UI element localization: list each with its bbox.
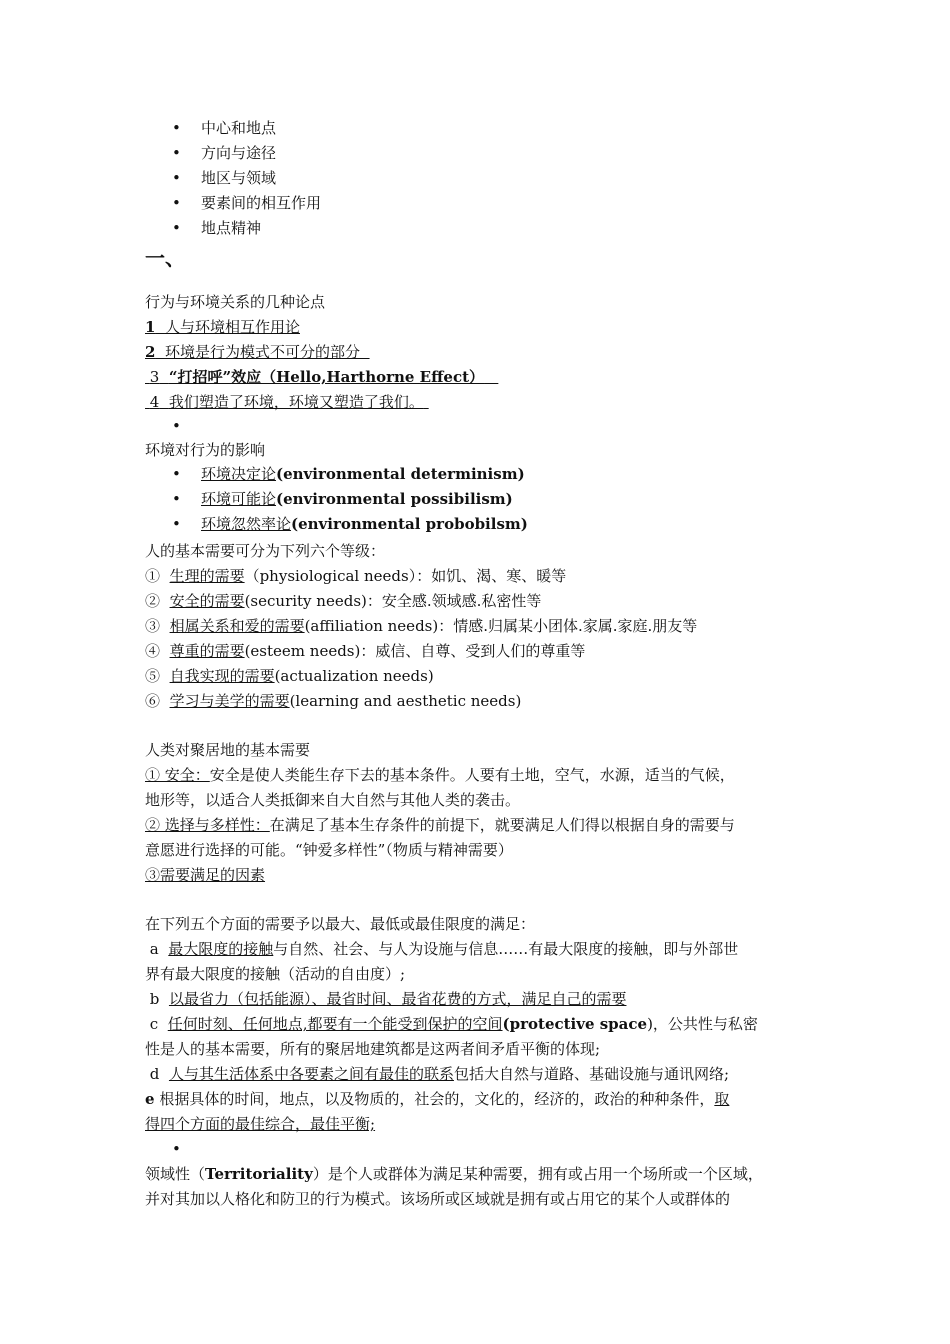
theory-item: 1 人与环境相互作用论 <box>145 318 300 336</box>
need-item: ① 生理的需要（physiological needs）：如饥、渴、寒、暖等 <box>145 567 567 585</box>
theory-item: 4 我们塑造了环境，环境又塑造了我们。 <box>149 393 424 411</box>
bullet: • <box>172 490 181 508</box>
bullet: • <box>172 219 181 237</box>
settlement-para-1: ① 安全：安全是使人类能生存下去的基本条件。人要有土地，空气，水源，适当的气候， <box>145 766 735 784</box>
five-item-a-cont: 界有最大限度的接触（活动的自由度）; <box>145 965 406 983</box>
settlement-para-2: ② 选择与多样性：在满足了基本生存条件的前提下，就要满足人们得以根据自身的需要与 <box>145 816 735 834</box>
need-item: ③ 相属关系和爱的需要(affiliation needs)：情感.归属某小团体.家属.家庭.朋友等 <box>145 617 698 635</box>
bullet: • <box>172 194 181 212</box>
settlement-para-1-cont: 地形等，以适合人类抵御来自大自然与其他人类的袭击。 <box>145 791 521 809</box>
bullet: • <box>172 1140 181 1158</box>
theory-item: 3 “打招呼”效应（Hello,Harthorne Effect） <box>149 368 485 386</box>
list-item: 地区与领域 <box>201 169 277 187</box>
five-item-b: b 以最省力（包括能源）、最省时间、最省花费的方式，满足自己的需要 <box>149 990 627 1008</box>
list-item: 要素间的相互作用 <box>201 194 322 212</box>
need-item: ② 安全的需要(security needs)：安全感.领域感.私密性等 <box>145 592 542 610</box>
influence-item: 环境可能论(environmental possibilism) <box>201 490 513 508</box>
bullet: • <box>172 144 181 162</box>
bullet: • <box>172 169 181 187</box>
need-item: ⑥ 学习与美学的需要(learning and aesthetic needs) <box>145 692 522 710</box>
settlement-para-3: ③需要满足的因素 <box>145 866 266 884</box>
bullet: • <box>172 465 181 483</box>
five-item-d: d 人与其生活体系中各要素之间有最佳的联系包括大自然与道路、基础设施与通讯网络; <box>149 1065 730 1083</box>
list-item: 地点精神 <box>201 219 262 237</box>
five-item-e-cont: 得四个方面的最佳综合，最佳平衡; <box>145 1115 376 1133</box>
settlement-title: 人类对聚居地的基本需要 <box>145 741 311 759</box>
needs-title: 人的基本需要可分为下列六个等级： <box>145 542 386 560</box>
territory-para-cont: 并对其加以人格化和防卫的行为模式。该场所或区域就是拥有或占用它的某个人或群体的 <box>145 1190 731 1208</box>
need-item: ④ 尊重的需要(esteem needs)：威信、自尊、受到人们的尊重等 <box>145 642 586 660</box>
bullet: • <box>172 515 181 533</box>
section-heading: 一、 <box>145 246 185 270</box>
bullet: • <box>172 417 181 435</box>
five-item-a: a 最大限度的接触与自然、社会、与人为设施与信息……有最大限度的接触，即与外部世 <box>149 940 739 958</box>
influence-title: 环境对行为的影响 <box>145 441 266 459</box>
influence-item: 环境忽然率论(environmental probobilsm) <box>201 515 528 533</box>
need-item: ⑤ 自我实现的需要(actualization needs) <box>145 667 434 685</box>
five-item-c: c 任何时刻、任何地点,都要有一个能受到保护的空间(protective space)，公共性与私密 <box>149 1015 758 1033</box>
territory-para: 领域性（Territoriality）是个人或群体为满足某种需要，拥有或占用一个场所或一个区域， <box>145 1165 763 1183</box>
five-item-e: e 根据具体的时间，地点，以及物质的，社会的，文化的，经济的，政治的种种条件，取 <box>145 1090 730 1108</box>
five-item-c-cont: 性是人的基本需要，所有的聚居地建筑都是这两者间矛盾平衡的体现; <box>145 1040 601 1058</box>
five-title: 在下列五个方面的需要予以最大、最低或最佳限度的满足： <box>145 915 536 933</box>
bullet: • <box>172 119 181 137</box>
influence-item: 环境决定论(environmental determinism) <box>201 465 525 483</box>
settlement-para-2-cont: 意愿进行选择的可能。“钟爱多样性”（物质与精神需要） <box>145 841 513 859</box>
list-item: 中心和地点 <box>201 119 277 137</box>
theories-title: 行为与环境关系的几种论点 <box>145 293 326 311</box>
theory-item: 2 环境是行为模式不可分的部分 <box>145 343 360 361</box>
list-item: 方向与途径 <box>201 144 277 162</box>
